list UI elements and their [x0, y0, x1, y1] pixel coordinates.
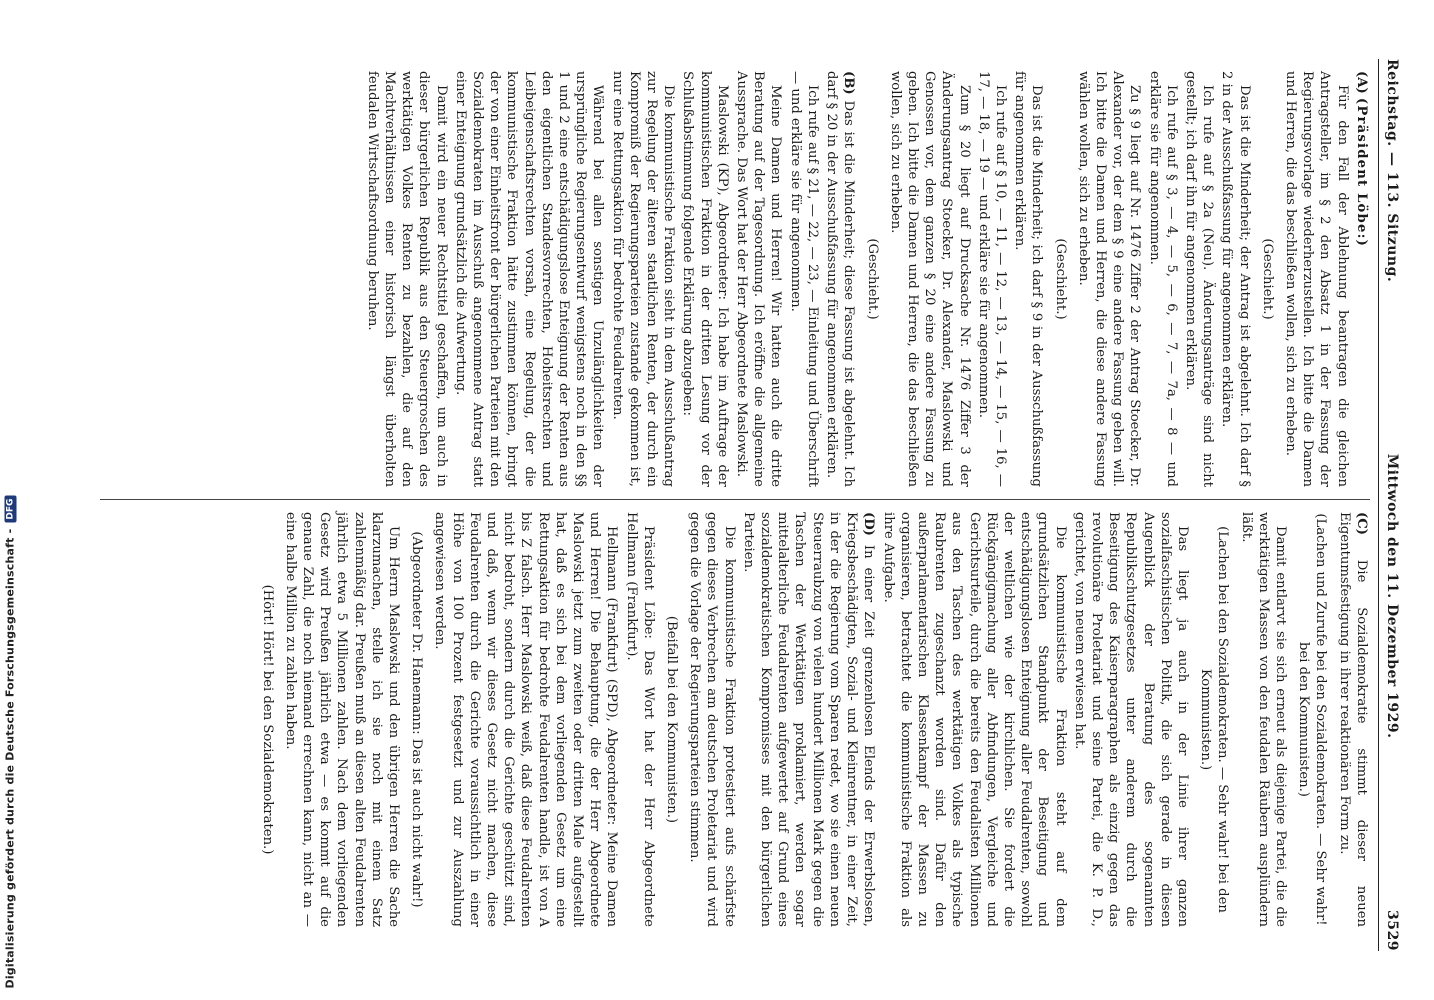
header-left: Reichstag. — 113. Sitzung. [1384, 59, 1400, 283]
speech-intro-loebe: Präsident Löbe: Das Wort hat der Herr Abgeordnete Hellmann (Frankfurt). [623, 512, 656, 927]
stage-note: (Lachen bei den Sozialdemokraten. — Sehr wahr! bei den Kommunisten.) [1198, 526, 1231, 913]
stage-note: (Beifall bei den Kommunisten.) [664, 615, 680, 824]
text-columns [100, 59, 1370, 951]
paragraph: Während bei allen sonstigen Unzulänglichkeiten der ursprüngliche Regierungsentwurf wenigstens noch in den §§ 1 und 2 eine entschädigungslose Enteignung der Renten aus den eigentlichen Standesvorrechten, Hoheitsrechten und Leibeigenschaftsrechten vorsah, eine Regelung, der die kommunistische Fraktion hätte zustimmen können, bringt der von einer Einheitsfront der bürgerlichen Parteien mit den Sozialdemokraten im Ausschuß angenommene Antrag statt einer Enteignung grundsätzlich die Aufwertung. [452, 71, 606, 487]
margin-mark-c: (C) [1353, 512, 1369, 535]
margin-mark-d: (D) [861, 512, 877, 536]
paragraph: Das liegt ja auch in der Linie ihrer ganzen sozialfaschistischen Politik, die sich gerade in diesen Augenblick der Beratung des sogenannten Republikschutzgesetzes unter anderem durch die Beseitigung des Kaiserparagraphen als einzig gegen das revolutionäre Proletariat und seine Partei, die K. P. D., gerichtet, von neuem erwiesen hat. [1071, 512, 1190, 927]
speech-maslowski: Maslowski (KP), Abgeordneter: Ich habe im Auftrage der kommunistischen Fraktion in der dritten Lesung vor der Schlußabstimmung folgende Erklärung abzugeben: [680, 71, 730, 487]
paragraph: Damit entlarvt sie sich erneut als diejenige Partei, die die werktätigen Massen von den feudalen Räubern ausplündern läßt. [1238, 512, 1288, 927]
paragraph: In einer Zeit grenzenlosen Elends der Erwerbslosen, Kriegsbeschädigten, Sozial- und Kleinrentner, in einer Zeit, in der die Regierung vom Sparen redet, wo sie einen neuen Steuerraubzug von vielen hundert Millionen Mark gegen die Taschen der Werktätigen proklamiert, werden sogar mittelalterliche Feudalrenten aufgewertet auf Grund eines sozialdemokratischen Kompromisses mit den bürgerlichen Parteien. [740, 512, 877, 927]
credit-text: Digitalisierung gefördert durch die Deutsche Forschungsgemeinschaft - [3, 528, 17, 989]
paragraph: Ich rufe auf § 3, — 4, — 5, — 6, — 7, — 7a, — 8 — und erkläre sie für angenommen. [1146, 71, 1179, 487]
paragraph: Damit wird ein neuer Rechtstitel geschaffen, um auch in dieser bürgerlichen Republik aus den Steuergroschen des werktätigen Volkes Renten zu bezahlen, die auf den Machtverhältnissen einer historisch längst überholten feudalen Wirtschaftsordnung beruhen. [364, 71, 449, 487]
paragraph: Ich rufe auf § 21, — 22, — 23, — Einleitung und Überschrift — und erkläre sie für angenommen. [787, 71, 820, 487]
page-number: 3529 [1384, 910, 1400, 951]
stage-note: (Abgeordneter Dr. Hanemann: Das ist auch nicht wahr!) [409, 531, 425, 908]
paragraph: Zu § 9 liegt auf Nr. 1476 Ziffer 2 der Antrag Stoecker, Dr. Alexander vor, der dem § 9 eine andere Fassung geben will. Ich bitte die Damen und Herren, die diese andere Fassung wählen wollen, sich zu erheben. [1075, 71, 1143, 487]
margin-mark-b: (B) [841, 71, 857, 95]
column-right [100, 499, 1370, 939]
paragraph: Das ist die Minderheit; ich darf § 9 in der Ausschußfassung für angenommen erklären. [1012, 71, 1045, 487]
stage-note: (Geschieht.) [864, 238, 880, 320]
header-date: Mittwoch den 11. Dezember 1929. [1384, 453, 1400, 739]
paragraph: Das ist die Minderheit; der Antrag ist abgelehnt. Ich darf § 2 in der Ausschußfassung für angenommen erklären. [1219, 71, 1252, 487]
column-left [100, 59, 1370, 499]
stage-note: (Geschieht.) [1052, 238, 1068, 320]
stage-note: (Hört! Hört! bei den Sozialdemokraten.) [259, 584, 275, 855]
paragraph: Die kommunistische Fraktion steht auf dem grundsätzlichen Standpunkt der Beseitigung und entschädigungslosen Enteignung aller Feudalrenten, sowohl der weltlichen wie der kirchlichen. Sie fordert die Rückgängigmachung aller Abfindungen, Vergleiche und Gerichtsurteile, durch die bereits den Feudalisten Millionen aus den Taschen des werktätigen Volkes als typische Raubrenten zugeschanzt worden sind. Dafür den außerparlamentarischen Klassenkampf der Massen zu organisieren, betrachtet die kommunistische Fraktion als ihre Aufgabe. [880, 512, 1068, 927]
page-header [1378, 59, 1400, 951]
scanned-page-frame [70, 45, 1410, 965]
digitization-credit [0, 0, 22, 1000]
paragraph: Die Sozialdemokratie stimmt dieser neuen Eigentumsfestigung in ihrer reaktionären Form zu. [1336, 512, 1369, 927]
stage-note: (Geschieht.) [1259, 238, 1275, 320]
speech-hellmann: Hellmann (Frankfurt) (SPD), Abgeordneter: Meine Damen und Herren! Die Behauptung, die der Herr Abgeordnete Maslowski jetzt zum zweiten oder dritten Male aufgestellt hat, daß es sich bei dem vorliegenden Gesetz um eine Rettungsaktion für bedrohte Feudalrenten handle, ist von A bis Z falsch. Herr Maslowski weiß, daß diese Feudalrenten nicht bedroht, sondern durch die Gerichte geschützt sind, und daß, wenn wir dieses Gesetz nicht machen, diese Feudalrenten durch die Gerichte voraussichtlich in einer Höhe von 100 Prozent festgesetzt und zur Auszahlung angewiesen werden. [432, 512, 620, 927]
paragraph: Das ist die Minderheit; diese Fassung ist abgelehnt. Ich darf § 20 in der Ausschußfassung für angenommen erklären. [824, 71, 857, 487]
paragraph: Die kommunistische Fraktion protestiert aufs schärfste gegen dieses Verbrechen am deutschen Proletariat und wird gegen die Vorlage der Regierungsparteien stimmen. [687, 512, 737, 927]
paragraph: Ich rufe auf § 10, — 11, — 12, — 13, — 14, — 15, — 16, — 17, — 18, — 19 — und erkläre sie für angenommen. [975, 71, 1008, 487]
paragraph: Zum § 20 liegt auf Drucksache Nr. 1476 Ziffer 3 der Änderungsantrag Stoecker, Dr. Alexander, Maslowski und Genossen vor, dem ganzen § 20 eine andere Fassung zu geben. Ich bitte die Damen und Herren, die das beschließen wollen, sich zu erheben. [887, 71, 972, 487]
dfg-logo: DFG [4, 496, 16, 523]
margin-mark-a: (A) [1353, 71, 1369, 94]
paragraph: Die kommunistische Fraktion sieht in dem Ausschußantrag zur Regelung der älteren staatlichen Renten, der durch ein Kompromiß der Regierungsparteien zustande gekommen ist, nur eine Rettungsaktion für bedrohte Feudalrenten. [609, 71, 677, 487]
paragraph: Um Herrn Maslowski und den übrigen Herren die Sache klarzumachen, stelle ich sie noch mit einem Satz zahlenmäßig dar. Preußen muß an diesen alten Feudalrenten jährlich etwa 5 Millionen zahlen. Nach dem vorliegenden Gesetz wird Preußen jährlich etwa — es kommt auf die genaue Zahl, die noch niemand errechnen kann, nicht an — eine halbe Million zu zahlen haben. [282, 512, 402, 927]
paragraph: Ich rufe auf § 2a (Neu). Änderungsanträge sind nicht gestellt; ich darf ihn für angenommen erklären. [1182, 71, 1216, 487]
stage-note: (Lachen und Zurufe bei den Sozialdemokraten. — Sehr wahr! bei den Kommunisten.) [1296, 513, 1329, 926]
paragraph: Meine Damen und Herren! Wir hatten auch die dritte Beratung auf der Tagesordnung. Ich eröffne die allgemeine Aussprache. Das Wort hat der Herr Abgeordnete Maslowski. [734, 71, 784, 487]
speaker-heading: (Präsident Löbe:) [1353, 97, 1369, 248]
paragraph: Für den Fall der Ablehnung beantragen die gleichen Antragsteller, im § 2 den Absatz 1 in der Fassung der Regierungsvorlage wiederherzustellen. Ich bitte die Damen und Herren, die das beschließen wollen, sich zu erheben. [1282, 71, 1350, 487]
scanned-page [70, 45, 1410, 965]
